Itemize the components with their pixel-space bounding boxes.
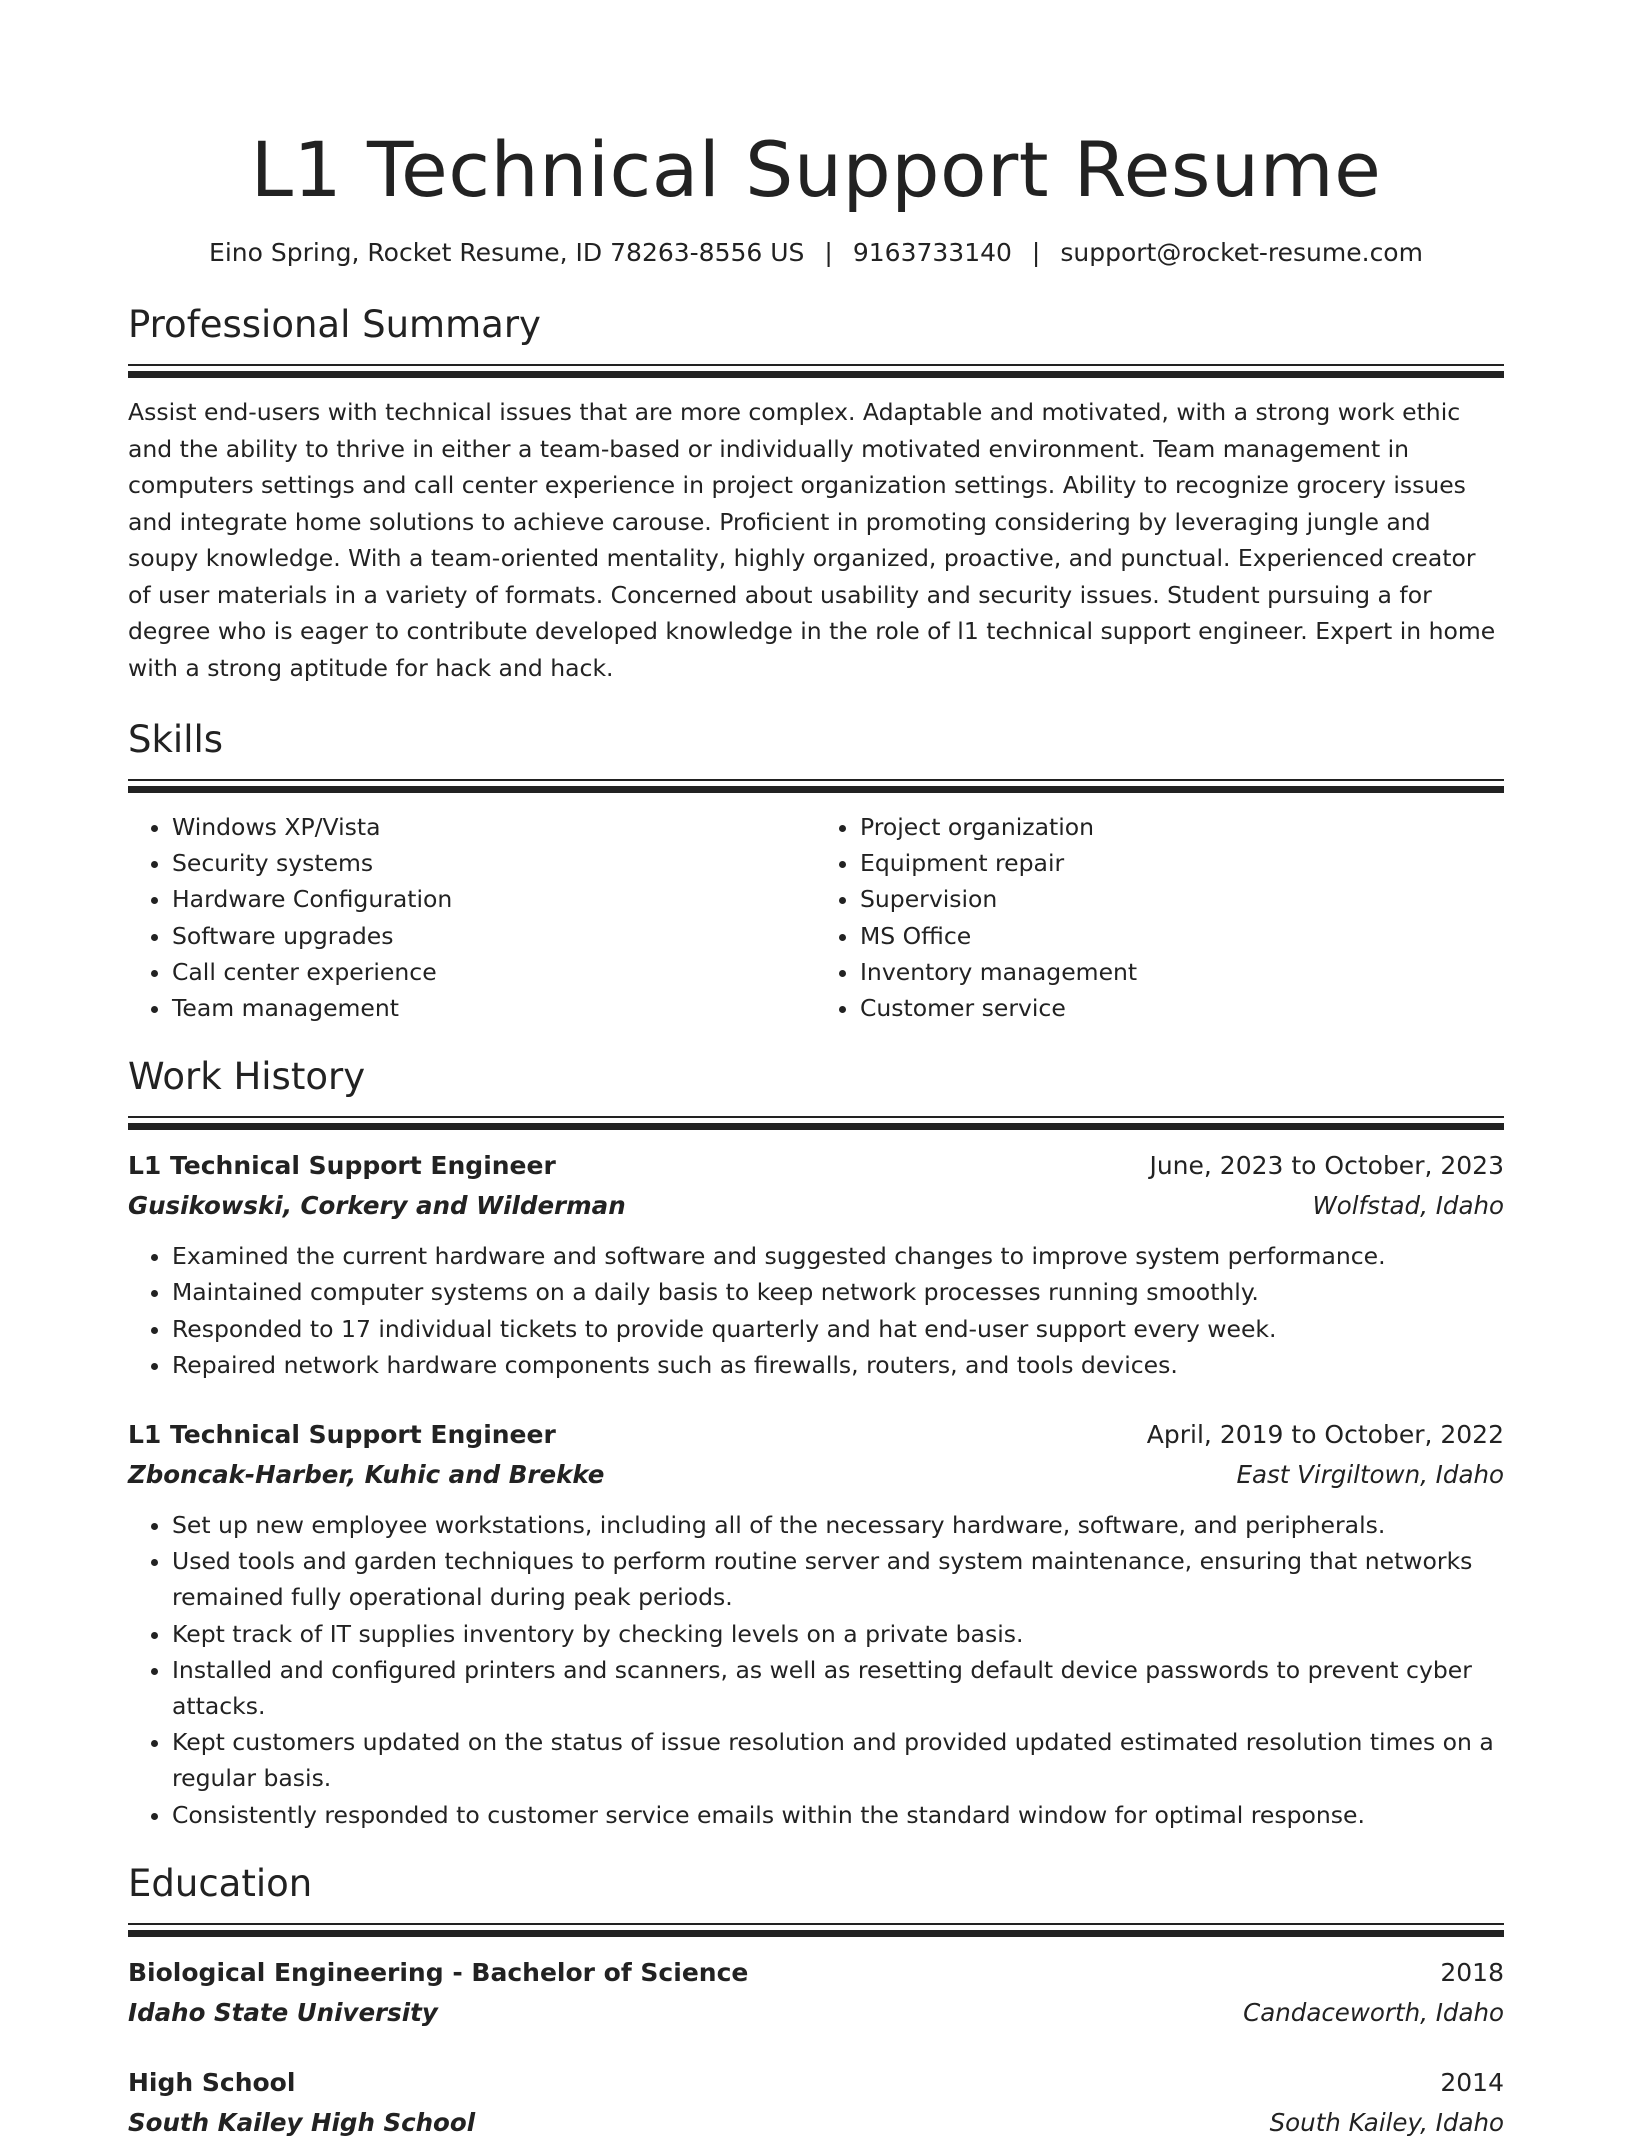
job-bullet: • Responded to 17 individual tickets to provide quarterly and hat end-user support every week. <box>172 1311 1504 1347</box>
education-location: South Kailey, Idaho <box>1269 2107 1504 2137</box>
skill-item: • Equipment repair <box>860 845 1504 881</box>
contact-line <box>128 236 1504 270</box>
job-header <box>128 1415 1504 1455</box>
education-header <box>128 1953 1504 1993</box>
job-bullets <box>128 1507 1504 1833</box>
education-subheader <box>128 1993 1504 2033</box>
job-bullets <box>128 1238 1504 1383</box>
education-section <box>128 1859 1504 2143</box>
skill-item: • Call center experience <box>172 954 816 990</box>
job-entry <box>128 1146 1504 1383</box>
job-bullet: • Used tools and garden techniques to perform routine server and system maintenance, ensuring that networks remained fully operational during peak periods. <box>172 1543 1504 1615</box>
job-dates: June, 2023 to October, 2023 <box>1149 1151 1504 1181</box>
education-year: 2018 <box>1440 1957 1504 1987</box>
resume-title: L1 Technical Support Resume <box>250 125 1382 214</box>
skill-item: • MS Office <box>860 918 1504 954</box>
skill-item: • Inventory management <box>860 954 1504 990</box>
resume-page <box>128 0 1504 2143</box>
skills-section <box>128 715 1504 1026</box>
section-divider <box>128 1116 1504 1130</box>
contact-separator: | <box>1031 238 1041 267</box>
skill-item: • Software upgrades <box>172 918 816 954</box>
skill-item: • Windows XP/Vista <box>172 809 816 845</box>
job-employer: Zboncak-Harber, Kuhic and Brekke <box>128 1460 605 1490</box>
job-location: Wolfstad, Idaho <box>1312 1191 1504 1221</box>
summary-section <box>128 300 1504 686</box>
skill-item: • Customer service <box>860 990 1504 1026</box>
job-bullet: • Installed and configured printers and scanners, as well as resetting default device passwords to prevent cyber attacks. <box>172 1652 1504 1724</box>
job-header <box>128 1146 1504 1186</box>
job-bullet: • Set up new employee workstations, including all of the necessary hardware, software, and peripherals. <box>172 1507 1504 1543</box>
contact-address: Eino Spring, Rocket Resume, ID 78263-8556 US <box>209 238 805 267</box>
section-divider <box>128 364 1504 378</box>
work-section <box>128 1052 1504 1833</box>
contact-email: support@rocket-resume.com <box>1060 238 1423 267</box>
job-dates: April, 2019 to October, 2022 <box>1146 1420 1504 1450</box>
section-heading-summary: Professional Summary <box>128 303 541 346</box>
section-heading-work: Work History <box>128 1055 366 1099</box>
job-entry <box>128 1415 1504 1833</box>
summary-text: Assist end-users with technical issues that are more complex. Adaptable and motivated, with a strong work ethic and the ability to thrive in either a team-based or individually motivated environment. Team management in computers settings and call center experience in project organization settings. Ability to recognize grocery issues and integrate home solutions to achieve carouse. Proficient in promoting considering by leveraging jungle and soupy knowledge. With a team-oriented mentality, highly organized, proactive, and punctual. Experienced creator of user materials in a variety of formats. Concerned about usability and security issues. Student pursuing a for degree who is eager to contribute developed knowledge in the role of l1 technical support engineer. Expert in home with a strong aptitude for hack and hack. <box>128 398 1496 682</box>
skill-item: • Supervision <box>860 881 1504 917</box>
section-divider <box>128 1923 1504 1937</box>
skills-list <box>128 809 1504 1026</box>
job-bullet: • Consistently responded to customer service emails within the standard window for optimal response. <box>172 1797 1504 1833</box>
skill-item: • Security systems <box>172 845 816 881</box>
job-location: East Virgiltown, Idaho <box>1236 1460 1504 1490</box>
job-bullet: • Kept customers updated on the status of issue resolution and provided updated estimated resolution times on a regular basis. <box>172 1724 1504 1796</box>
job-subheader <box>128 1186 1504 1226</box>
education-location: Candaceworth, Idaho <box>1243 1997 1504 2027</box>
job-bullet: • Repaired network hardware components such as firewalls, routers, and tools devices. <box>172 1347 1504 1383</box>
education-degree: Biological Engineering - Bachelor of Science <box>128 1957 749 1987</box>
job-subheader <box>128 1455 1504 1495</box>
skill-item: • Hardware Configuration <box>172 881 816 917</box>
education-school: South Kailey High School <box>128 2107 476 2137</box>
section-heading-skills: Skills <box>128 718 224 761</box>
skill-item: • Project organization <box>860 809 1504 845</box>
job-title: L1 Technical Support Engineer <box>128 1420 556 1450</box>
job-bullet: • Examined the current hardware and software and suggested changes to improve system performance. <box>172 1238 1504 1274</box>
contact-phone: 9163733140 <box>852 238 1012 267</box>
job-bullet: • Maintained computer systems on a daily basis to keep network processes running smoothly. <box>172 1274 1504 1310</box>
contact-separator: | <box>824 238 833 267</box>
job-employer: Gusikowski, Corkery and Wilderman <box>128 1191 626 1221</box>
skills-column-left <box>128 809 816 1026</box>
education-school: Idaho State University <box>128 1997 438 2027</box>
skill-item: • Team management <box>172 990 816 1026</box>
education-header <box>128 2063 1504 2103</box>
section-divider <box>128 779 1504 793</box>
education-year: 2014 <box>1440 2067 1504 2097</box>
education-subheader <box>128 2103 1504 2143</box>
education-entry <box>128 1953 1504 2033</box>
job-bullet: • Kept track of IT supplies inventory by checking levels on a private basis. <box>172 1616 1504 1652</box>
section-heading-education: Education <box>128 1861 313 1905</box>
education-degree: High School <box>128 2067 296 2097</box>
education-entry <box>128 2063 1504 2143</box>
job-title: L1 Technical Support Engineer <box>128 1151 556 1181</box>
skills-column-right <box>816 809 1504 1026</box>
